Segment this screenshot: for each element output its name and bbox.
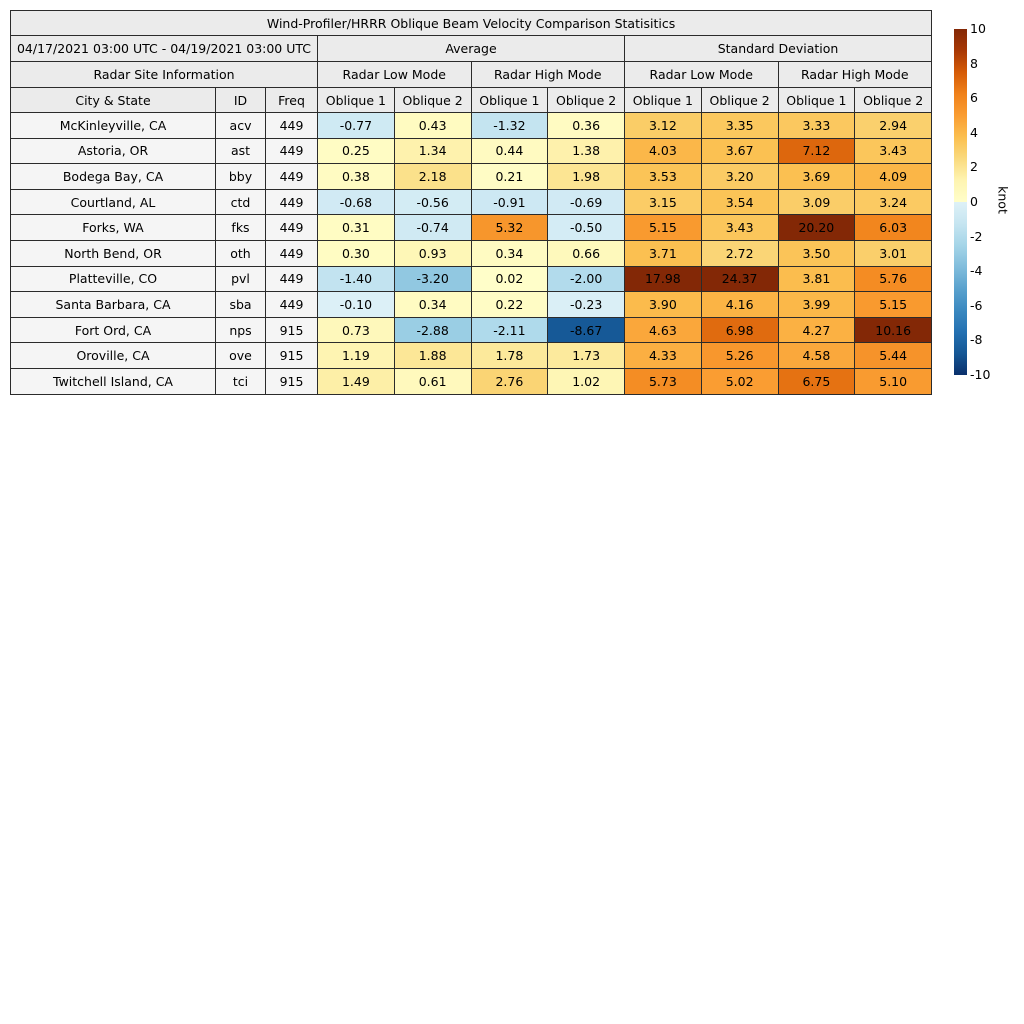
value-cell: 1.98 <box>548 164 625 190</box>
value-cell: 4.09 <box>855 164 932 190</box>
value-cell: 3.81 <box>778 266 855 292</box>
value-cell: -0.50 <box>548 215 625 241</box>
colorbar-tick: 10 <box>970 21 986 36</box>
header-oblique: Oblique 1 <box>778 88 855 113</box>
value-cell: 5.15 <box>855 292 932 318</box>
id-cell: sba <box>216 292 266 318</box>
colorbar-tick: -4 <box>970 263 983 279</box>
value-cell: 3.43 <box>701 215 778 241</box>
table-row <box>11 368 932 394</box>
header-oblique: Oblique 1 <box>625 88 702 113</box>
value-cell: 5.44 <box>855 343 932 369</box>
value-cell: 0.36 <box>548 113 625 139</box>
table-row <box>11 292 932 318</box>
value-cell: 2.76 <box>471 368 548 394</box>
colorbar-tick: 4 <box>970 124 978 140</box>
value-cell: 5.15 <box>625 215 702 241</box>
colorbar-tick: -10 <box>970 367 991 382</box>
value-cell: -1.32 <box>471 113 548 139</box>
value-cell: 6.75 <box>778 368 855 394</box>
value-cell: 1.19 <box>318 343 395 369</box>
value-cell: 1.49 <box>318 368 395 394</box>
value-cell: 2.72 <box>701 240 778 266</box>
value-cell: 0.22 <box>471 292 548 318</box>
value-cell: 5.02 <box>701 368 778 394</box>
header-city-state: City & State <box>11 88 216 113</box>
value-cell: 20.20 <box>778 215 855 241</box>
id-cell: pvl <box>216 266 266 292</box>
value-cell: 3.53 <box>625 164 702 190</box>
value-cell: 3.35 <box>701 113 778 139</box>
freq-cell: 449 <box>266 189 318 215</box>
city-cell: Forks, WA <box>11 215 216 241</box>
value-cell: 10.16 <box>855 317 932 343</box>
colorbar-tick: 8 <box>970 55 978 71</box>
city-cell: Fort Ord, CA <box>11 317 216 343</box>
value-cell: 5.32 <box>471 215 548 241</box>
value-cell: 0.31 <box>318 215 395 241</box>
value-cell: 4.27 <box>778 317 855 343</box>
value-cell: 3.12 <box>625 113 702 139</box>
header-oblique: Oblique 2 <box>394 88 471 113</box>
value-cell: 4.03 <box>625 138 702 164</box>
value-cell: 3.24 <box>855 189 932 215</box>
header-avg-radar-high-mode: Radar High Mode <box>471 62 625 88</box>
value-cell: 3.15 <box>625 189 702 215</box>
colorbar-tick: -2 <box>970 228 983 244</box>
value-cell: 1.02 <box>548 368 625 394</box>
colorbar-tick: 6 <box>970 90 978 106</box>
header-freq: Freq <box>266 88 318 113</box>
table-row <box>11 317 932 343</box>
value-cell: -2.00 <box>548 266 625 292</box>
freq-cell: 915 <box>266 343 318 369</box>
table-row <box>11 343 932 369</box>
value-cell: 3.50 <box>778 240 855 266</box>
colorbar-unit-label: knot <box>995 186 1011 214</box>
freq-cell: 449 <box>266 292 318 318</box>
value-cell: 0.43 <box>394 113 471 139</box>
value-cell: 0.66 <box>548 240 625 266</box>
value-cell: 5.76 <box>855 266 932 292</box>
header-avg-radar-low-mode: Radar Low Mode <box>318 62 472 88</box>
table-row <box>11 240 932 266</box>
colorbar-tick: 2 <box>970 159 978 175</box>
freq-cell: 449 <box>266 164 318 190</box>
value-cell: -3.20 <box>394 266 471 292</box>
colorbar-tick: -8 <box>970 332 983 348</box>
value-cell: 0.02 <box>471 266 548 292</box>
city-cell: Astoria, OR <box>11 138 216 164</box>
freq-cell: 915 <box>266 368 318 394</box>
freq-cell: 449 <box>266 138 318 164</box>
freq-cell: 915 <box>266 317 318 343</box>
value-cell: 0.25 <box>318 138 395 164</box>
value-cell: 3.20 <box>701 164 778 190</box>
id-cell: ctd <box>216 189 266 215</box>
header-oblique: Oblique 1 <box>318 88 395 113</box>
value-cell: 0.73 <box>318 317 395 343</box>
value-cell: -2.88 <box>394 317 471 343</box>
statistics-table <box>10 10 932 395</box>
value-cell: 4.33 <box>625 343 702 369</box>
value-cell: -0.69 <box>548 189 625 215</box>
value-cell: 4.63 <box>625 317 702 343</box>
city-cell: Santa Barbara, CA <box>11 292 216 318</box>
id-cell: ast <box>216 138 266 164</box>
value-cell: 3.09 <box>778 189 855 215</box>
value-cell: 3.54 <box>701 189 778 215</box>
value-cell: 1.88 <box>394 343 471 369</box>
header-standard-deviation: Standard Deviation <box>625 36 932 62</box>
header-id: ID <box>216 88 266 113</box>
id-cell: fks <box>216 215 266 241</box>
table-row <box>11 164 932 190</box>
header-oblique: Oblique 2 <box>701 88 778 113</box>
table-row <box>11 138 932 164</box>
value-cell: 0.34 <box>471 240 548 266</box>
id-cell: bby <box>216 164 266 190</box>
id-cell: tci <box>216 368 266 394</box>
value-cell: -0.91 <box>471 189 548 215</box>
value-cell: 3.69 <box>778 164 855 190</box>
value-cell: 7.12 <box>778 138 855 164</box>
value-cell: 17.98 <box>625 266 702 292</box>
colorbar-gradient <box>954 29 967 375</box>
date-range: 04/17/2021 03:00 UTC - 04/19/2021 03:00 UTC <box>11 36 318 62</box>
id-cell: nps <box>216 317 266 343</box>
id-cell: acv <box>216 113 266 139</box>
freq-cell: 449 <box>266 113 318 139</box>
value-cell: 0.44 <box>471 138 548 164</box>
value-cell: 24.37 <box>701 266 778 292</box>
value-cell: -0.23 <box>548 292 625 318</box>
value-cell: 0.30 <box>318 240 395 266</box>
city-cell: Twitchell Island, CA <box>11 368 216 394</box>
value-cell: 4.58 <box>778 343 855 369</box>
value-cell: 2.18 <box>394 164 471 190</box>
value-cell: 1.78 <box>471 343 548 369</box>
header-oblique: Oblique 2 <box>855 88 932 113</box>
table-title: Wind-Profiler/HRRR Oblique Beam Velocity Comparison Statisitics <box>11 11 932 36</box>
value-cell: 3.33 <box>778 113 855 139</box>
city-cell: Platteville, CO <box>11 266 216 292</box>
value-cell: 6.98 <box>701 317 778 343</box>
value-cell: -0.74 <box>394 215 471 241</box>
table-row <box>11 113 932 139</box>
value-cell: 5.26 <box>701 343 778 369</box>
value-cell: 3.90 <box>625 292 702 318</box>
value-cell: 1.34 <box>394 138 471 164</box>
header-oblique: Oblique 2 <box>548 88 625 113</box>
value-cell: 3.43 <box>855 138 932 164</box>
value-cell: 2.94 <box>855 113 932 139</box>
value-cell: -8.67 <box>548 317 625 343</box>
table-row <box>11 266 932 292</box>
value-cell: -2.11 <box>471 317 548 343</box>
value-cell: 0.34 <box>394 292 471 318</box>
city-cell: Bodega Bay, CA <box>11 164 216 190</box>
value-cell: 3.71 <box>625 240 702 266</box>
value-cell: 6.03 <box>855 215 932 241</box>
city-cell: Courtland, AL <box>11 189 216 215</box>
header-sd-radar-low-mode: Radar Low Mode <box>625 62 779 88</box>
value-cell: 0.38 <box>318 164 395 190</box>
city-cell: Oroville, CA <box>11 343 216 369</box>
header-oblique: Oblique 1 <box>471 88 548 113</box>
value-cell: 3.67 <box>701 138 778 164</box>
value-cell: 0.93 <box>394 240 471 266</box>
value-cell: 0.21 <box>471 164 548 190</box>
value-cell: 3.99 <box>778 292 855 318</box>
header-average: Average <box>318 36 625 62</box>
id-cell: oth <box>216 240 266 266</box>
value-cell: 5.73 <box>625 368 702 394</box>
id-cell: ove <box>216 343 266 369</box>
city-cell: McKinleyville, CA <box>11 113 216 139</box>
table-row <box>11 189 932 215</box>
freq-cell: 449 <box>266 215 318 241</box>
table-row <box>11 215 932 241</box>
value-cell: 1.38 <box>548 138 625 164</box>
freq-cell: 449 <box>266 266 318 292</box>
colorbar-tick: 0 <box>970 194 978 209</box>
value-cell: 4.16 <box>701 292 778 318</box>
value-cell: 5.10 <box>855 368 932 394</box>
value-cell: 3.01 <box>855 240 932 266</box>
freq-cell: 449 <box>266 240 318 266</box>
colorbar-tick: -6 <box>970 297 983 313</box>
value-cell: -1.40 <box>318 266 395 292</box>
header-sd-radar-high-mode: Radar High Mode <box>778 62 932 88</box>
value-cell: -0.77 <box>318 113 395 139</box>
value-cell: 0.61 <box>394 368 471 394</box>
value-cell: -0.56 <box>394 189 471 215</box>
value-cell: -0.10 <box>318 292 395 318</box>
value-cell: -0.68 <box>318 189 395 215</box>
header-radar-site-information: Radar Site Information <box>11 62 318 88</box>
city-cell: North Bend, OR <box>11 240 216 266</box>
value-cell: 1.73 <box>548 343 625 369</box>
